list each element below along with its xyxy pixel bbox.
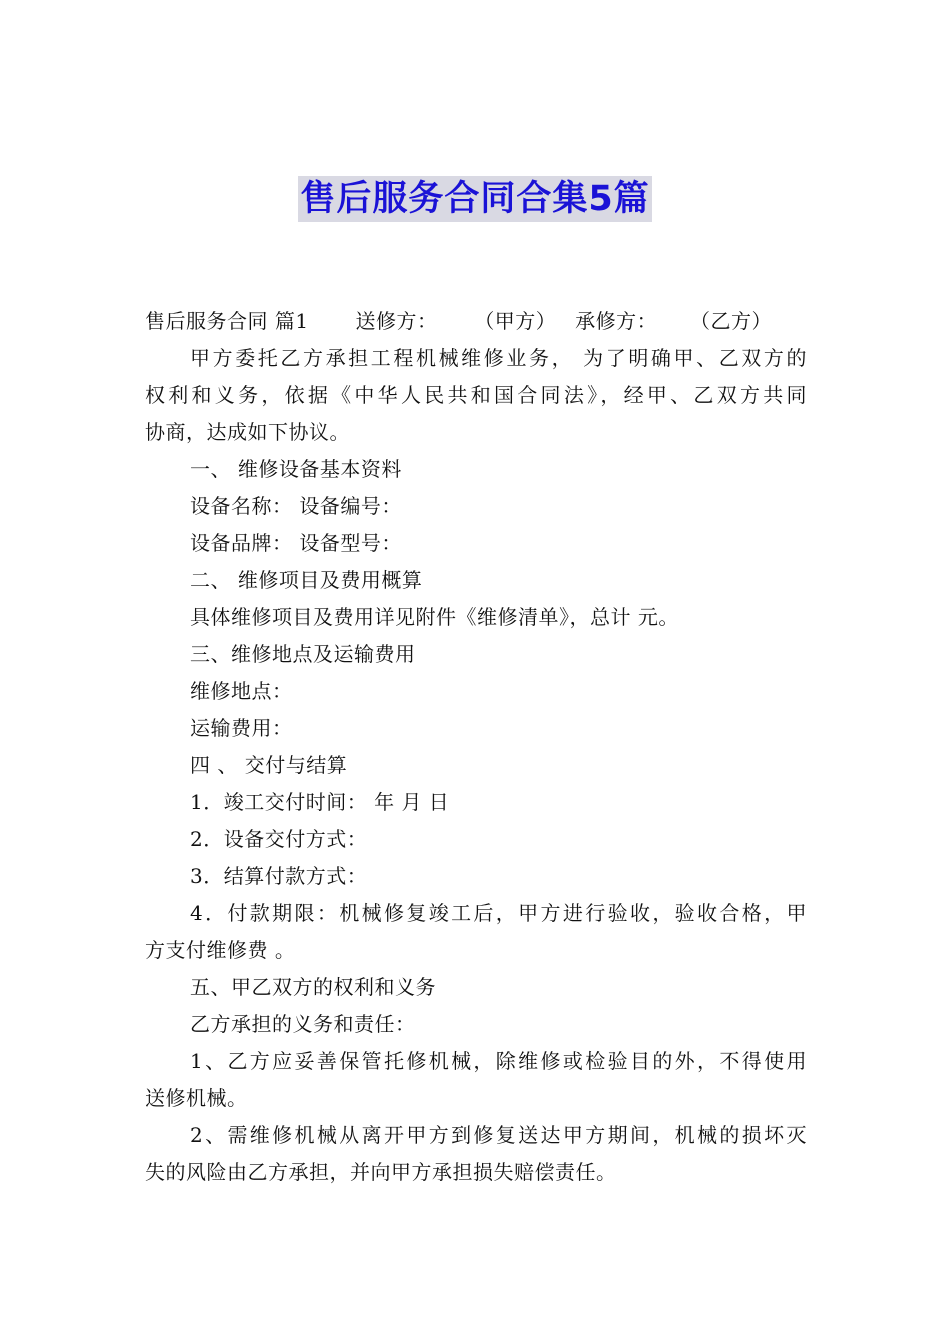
paragraph-line: 方支付维修费 。 xyxy=(145,938,296,962)
list-item: 1、乙方应妥善保管托修机械，除维修或检验目的外，不得使用 xyxy=(190,1049,807,1073)
section-heading: 一、 维修设备基本资料 xyxy=(190,457,402,481)
field-line: 维修地点： xyxy=(190,679,293,703)
contract-header-row xyxy=(145,303,807,340)
receiver-label: 承修方： xyxy=(575,309,658,333)
section-heading: 三、维修地点及运输费用 xyxy=(190,642,416,666)
document-body xyxy=(145,303,807,1191)
section-heading: 四 、 交付与结算 xyxy=(190,753,348,777)
list-item: 4．付款期限：机械修复竣工后，甲方进行验收，验收合格，甲 xyxy=(190,901,807,925)
paragraph-line: 甲方委托乙方承担工程机械维修业务， 为了明确甲、乙双方的 xyxy=(190,346,807,370)
paragraph-line: 具体维修项目及费用详见附件《维修清单》，总计 元。 xyxy=(190,605,679,629)
section-heading: 五、甲乙双方的权利和义务 xyxy=(190,975,436,999)
paragraph-line: 协商，达成如下协议。 xyxy=(145,420,350,444)
document-title: 售后服务合同合集5篇 xyxy=(298,176,651,222)
field-line: 设备品牌： 设备型号： xyxy=(190,531,402,555)
party-b-label: （乙方） xyxy=(690,309,773,333)
field-line: 运输费用： xyxy=(190,716,293,740)
title-container xyxy=(0,176,950,222)
paragraph-line: 权利和义务，依据《中华人民共和国合同法》，经甲、乙双方共同 xyxy=(145,383,807,407)
paragraph-line: 失的风险由乙方承担，并向甲方承担损失赔偿责任。 xyxy=(145,1160,617,1184)
list-item: 3．结算付款方式： xyxy=(190,864,368,888)
list-item: 2．设备交付方式： xyxy=(190,827,368,851)
list-item: 1．竣工交付时间： 年 月 日 xyxy=(190,790,450,814)
section-heading: 售后服务合同 篇1 xyxy=(145,309,309,333)
list-item: 2、需维修机械从离开甲方到修复送达甲方期间，机械的损坏灭 xyxy=(190,1123,807,1147)
section-heading: 二、 维修项目及费用概算 xyxy=(190,568,423,592)
paragraph-line: 送修机械。 xyxy=(145,1086,248,1110)
field-line: 设备名称： 设备编号： xyxy=(190,494,402,518)
paragraph-line: 乙方承担的义务和责任： xyxy=(190,1012,416,1036)
party-a-label: （甲方） xyxy=(474,309,557,333)
sender-label: 送修方： xyxy=(355,309,438,333)
